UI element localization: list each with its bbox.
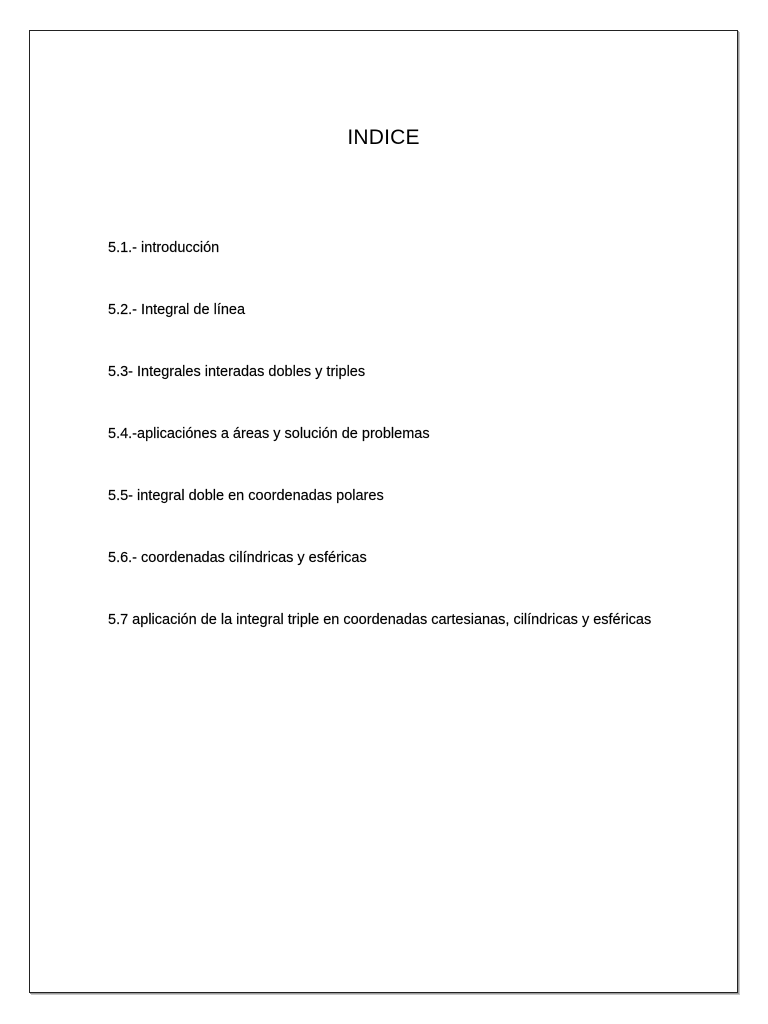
document-page — [29, 30, 738, 993]
index-entry-5-3: 5.3- Integrales interadas dobles y triples — [108, 364, 366, 380]
index-list — [108, 239, 668, 673]
index-entry-5-7: 5.7 aplicación de la integral triple en coordenadas cartesianas, cilíndricas y esféricas — [108, 612, 652, 628]
index-entry-5-1: 5.1.- introducción — [108, 240, 220, 256]
index-entry-5-2: 5.2.- Integral de línea — [108, 302, 246, 318]
index-entry-5-4: 5.4.-aplicaciónes a áreas y solución de problemas — [108, 426, 430, 442]
page-title: INDICE — [347, 126, 420, 149]
index-entry-5-6: 5.6.- coordenadas cilíndricas y esféricas — [108, 550, 367, 566]
index-entry-5-5: 5.5- integral doble en coordenadas polares — [108, 488, 384, 504]
